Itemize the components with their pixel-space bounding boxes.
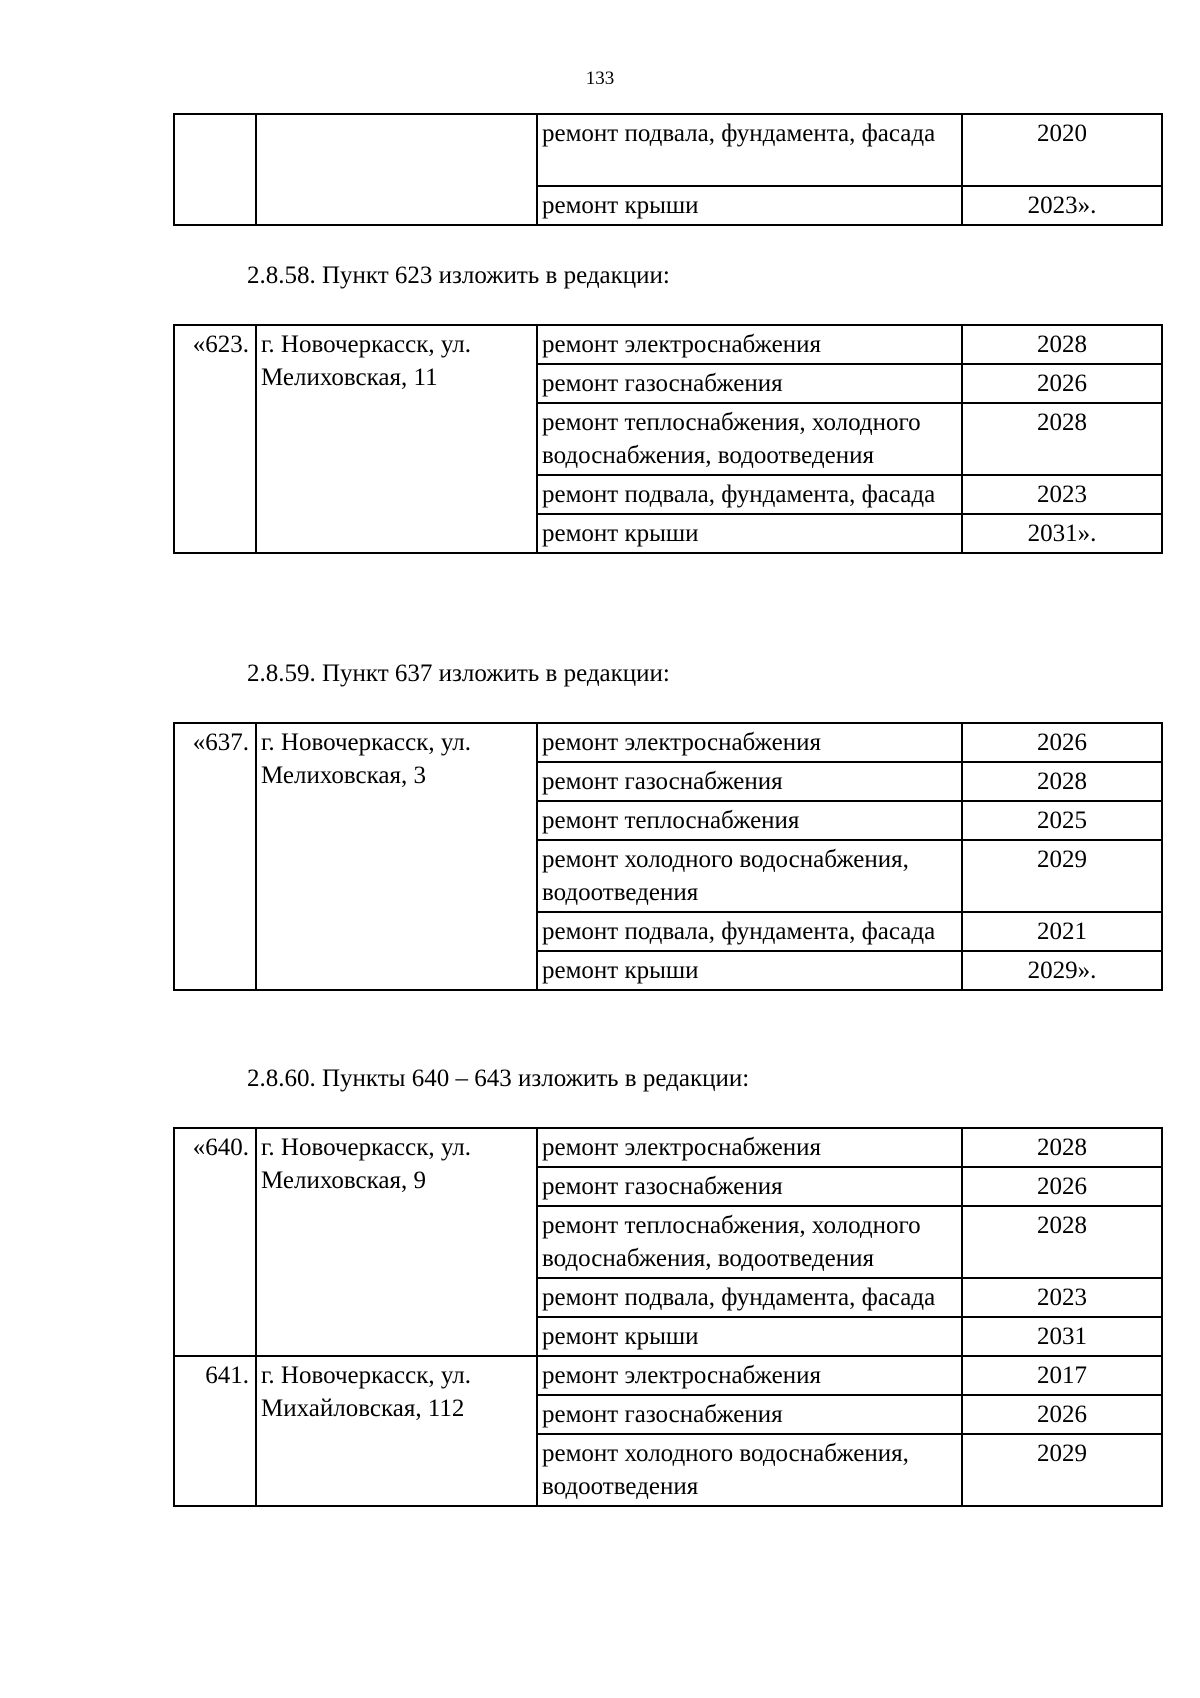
year-cell: 2023 [962,1278,1162,1317]
address-cell [256,114,537,225]
work-cell: ремонт подвала, фундамента, фасада [537,114,962,186]
work-cell: ремонт теплоснабжения [537,801,962,840]
table-row [174,1128,1162,1167]
section-heading: 2.8.58. Пункт 623 изложить в редакции: [247,262,670,289]
continuation-table [173,113,1163,226]
work-cell: ремонт крыши [537,1317,962,1356]
year-cell: 2028 [962,762,1162,801]
page-number: 133 [585,68,615,89]
address-cell: г. Новочеркасск, ул. Михайловская, 112 [256,1356,537,1506]
year-cell: 2028 [962,1128,1162,1167]
year-cell: 2028 [962,403,1162,475]
work-cell: ремонт электроснабжения [537,1356,962,1395]
item-number-cell: «637. [174,723,256,990]
item-number-cell: «623. [174,325,256,553]
work-cell: ремонт подвала, фундамента, фасада [537,912,962,951]
year-cell: 2021 [962,912,1162,951]
items-640-643-table [173,1127,1163,1507]
year-cell: 2026 [962,1167,1162,1206]
year-cell: 2017 [962,1356,1162,1395]
work-cell: ремонт теплоснабжения, холодного водоснабжения, водоотведения [537,403,962,475]
table-row [174,325,1162,364]
year-cell: 2031». [962,514,1162,553]
section-heading: 2.8.59. Пункт 637 изложить в редакции: [247,660,670,687]
item-number-cell: 641. [174,1356,256,1506]
work-cell: ремонт крыши [537,186,962,225]
year-cell: 2029 [962,1434,1162,1506]
year-cell: 2028 [962,1206,1162,1278]
year-cell: 2029 [962,840,1162,912]
table-row [174,114,1162,186]
year-cell: 2026 [962,1395,1162,1434]
work-cell: ремонт электроснабжения [537,325,962,364]
work-cell: ремонт крыши [537,951,962,990]
work-cell: ремонт крыши [537,514,962,553]
work-cell: ремонт холодного водоснабжения, водоотведения [537,1434,962,1506]
year-cell: 2023». [962,186,1162,225]
year-cell: 2020 [962,114,1162,186]
year-cell: 2031 [962,1317,1162,1356]
work-cell: ремонт подвала, фундамента, фасада [537,475,962,514]
address-cell: г. Новочеркасск, ул. Мелиховская, 9 [256,1128,537,1356]
work-cell: ремонт электроснабжения [537,723,962,762]
table-row [174,723,1162,762]
work-cell: ремонт газоснабжения [537,364,962,403]
year-cell: 2023 [962,475,1162,514]
item-number-cell: «640. [174,1128,256,1356]
year-cell: 2029». [962,951,1162,990]
address-cell: г. Новочеркасск, ул. Мелиховская, 11 [256,325,537,553]
year-cell: 2026 [962,723,1162,762]
section-heading: 2.8.60. Пункты 640 – 643 изложить в редакции: [247,1065,750,1092]
year-cell: 2028 [962,325,1162,364]
item-623-table [173,324,1163,554]
item-number-cell [174,114,256,225]
work-cell: ремонт газоснабжения [537,1395,962,1434]
year-cell: 2025 [962,801,1162,840]
work-cell: ремонт газоснабжения [537,762,962,801]
item-637-table [173,722,1163,991]
table-row [174,1356,1162,1395]
work-cell: ремонт подвала, фундамента, фасада [537,1278,962,1317]
work-cell: ремонт холодного водоснабжения, водоотведения [537,840,962,912]
work-cell: ремонт теплоснабжения, холодного водоснабжения, водоотведения [537,1206,962,1278]
work-cell: ремонт электроснабжения [537,1128,962,1167]
year-cell: 2026 [962,364,1162,403]
work-cell: ремонт газоснабжения [537,1167,962,1206]
address-cell: г. Новочеркасск, ул. Мелиховская, 3 [256,723,537,990]
